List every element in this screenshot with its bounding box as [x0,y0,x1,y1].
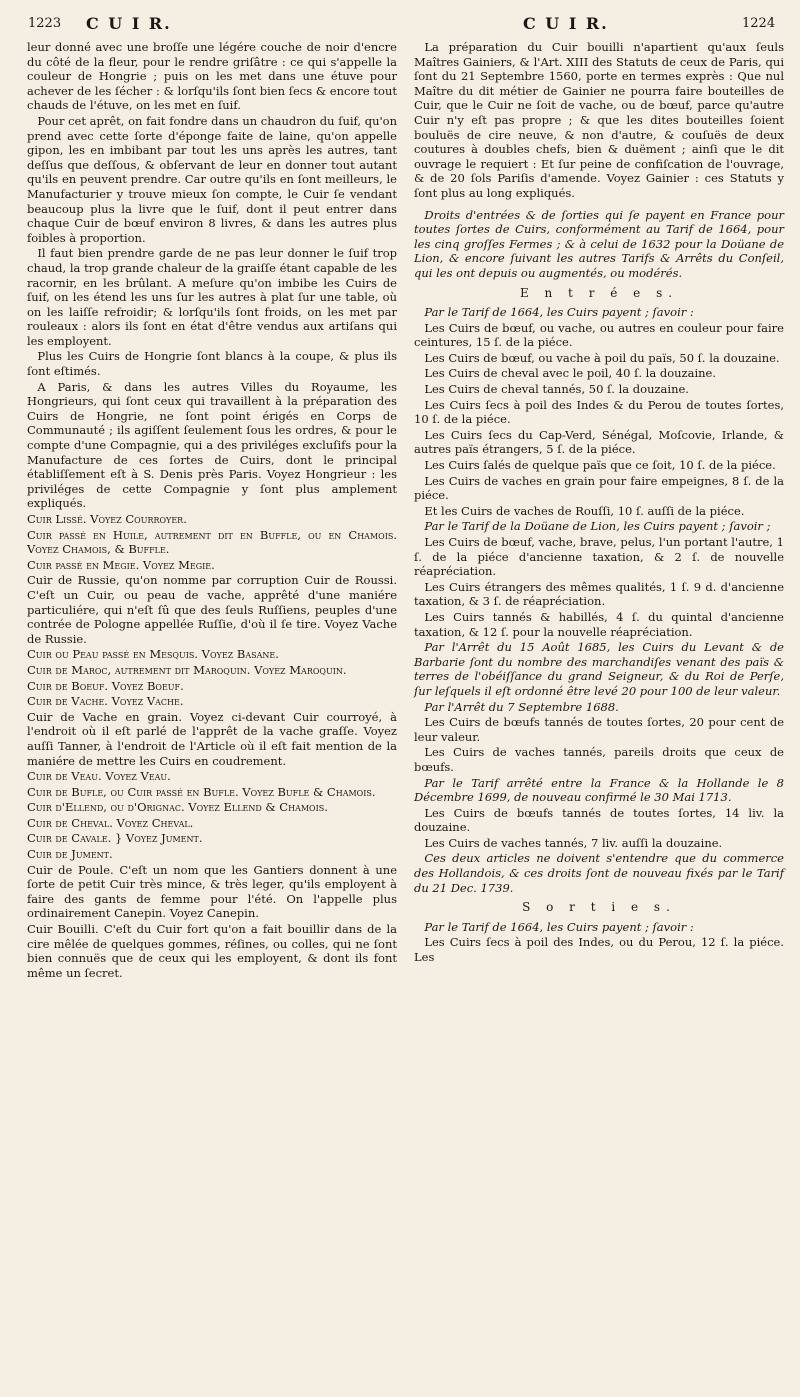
tariff-line: Les Cuirs de bœuf, ou vache, ou autres en couleur pour faire ceintures, 15 ſ. de la piéce. [414,320,784,350]
tariff-intro: Par le Tarif de la Doüane de Lion, les Cuirs payent ; ſavoir ; [424,519,771,534]
dictionary-entry: Cuir de Poule. C'eſt un nom que les Gantiers donnent à une ſorte de petit Cuir très mince, & très leger, qu'ils employent à faire des gants de femme pour l'été. On l'appelle plus ordinairement Canepin. Voyez Canepin. [27,862,397,921]
dictionary-entry: Cuir passé en Megie. Voyez Megie. [27,557,215,572]
tariff-line: Les Cuirs de bœufs tannés de toutes ſortes, 14 liv. la douzaine. [414,805,784,835]
page-number-right: 1224 [742,16,776,31]
dictionary-entry: Cuir d'Ellend, ou d'Orignac. Voyez Ellend & Chamois. [27,800,328,815]
dictionary-entry: Cuir ou Peau passé en Mesquis. Voyez Basane. [27,647,279,662]
dictionary-entry: Cuir de Veau. Voyez Veau. [27,769,171,784]
right-column [414,40,784,966]
paragraph: Plus les Cuirs de Hongrie ſont blancs à la coupe, & plus ils ſont eſtimés. [27,349,397,379]
tariff-intro: Par l'Arrêt du 15 Août 1685, les Cuirs du Levant & de Barbarie ſont du nombre des marchandiſes venant des païs & terres de l'obéiſſance du grand Seigneur, & du Roi de Perſe, ſur leſquels il eſt ordonné être levé 20 pour 100 de leur valeur. [414,640,784,698]
paragraph: A Paris, & dans les autres Villes du Royaume, les Hongrieurs, qui ſont ceux qui travaillent à la préparation des Cuirs de Hongrie, ne ſont point érigés en Corps de Communauté ; ils agiſſent ſeulement ſous les ordres, & pour le compte d'une Compagnie, qui a des priviléges excluſifs pour la Manufacture de ces ſortes de Cuirs, dont le principal établiſſement eſt à S. Denis près Paris. Voyez Hongrieur : les priviléges de cette Compagnie y ſont plus amplement expliqués. [27,379,397,511]
paragraph: Pour cet aprêt, on fait fondre dans un chaudron du ſuif, qu'on prend avec cette ſorte d'éponge faite de laine, qu'on appelle gipon, les en imbibant par tout les uns après les autres, tant deſſus que deſſous, & obſervant de leur en donner tout autant qu'ils en peuvent prendre. Car outre qu'ils en ſont meilleurs, le Manufacturier y trouve mieux ſon compte, le Cuir ſe vendant beaucoup plus la livre que le ſuif, dont il peut entrer dans chaque Cuir de bœuf environ 8 livres, & dans les autres plus foibles à proportion. [27,113,397,245]
tariff-line: Les Cuirs de bœuf, ou vache à poil du païs, 50 ſ. la douzaine. [424,350,780,365]
dictionary-entry: Cuir de Jument. [27,847,113,862]
dictionary-entry: Cuir de Vache en grain. Voyez ci-devant Cuir courroyé, à l'endroit où il eſt parlé de l'apprêt de la vache graſſe. Voyez auſſi Tanner, à l'endroit de l'Article où il eſt fait mention de la maniére de mettre les Cuirs en coudrement. [27,709,397,768]
left-column [27,40,397,981]
running-header [0,0,800,44]
tariff-line: Les Cuirs ſalés de quelque païs que ce ſoit, 10 ſ. de la piéce. [424,458,776,473]
dictionary-entry: Cuir de Maroc, autrement dit Maroquin. Voyez Maroquin. [27,662,347,677]
subsection-heading-entrees: E n t r é e s. [519,285,679,300]
tariff-line: Les Cuirs de vaches en grain pour faire empeignes, 8 ſ. de la piéce. [414,473,784,503]
tariff-line: Les Cuirs ſecs à poil des Indes & du Perou de toutes ſortes, 10 ſ. de la piéce. [414,397,784,427]
dictionary-entry: Cuir de Bufle, ou Cuir passé en Bufle. Voyez Bufle & Chamois. [27,784,376,799]
tariff-intro: Par le Tarif arrêté entre la France & la Hollande le 8 Décembre 1699, de nouveau confirmé le 30 Mai 1713. [414,775,784,805]
paragraph: La préparation du Cuir bouilli n'apartient qu'aux ſeuls Maîtres Gainiers, & l'Art. XIII des Statuts de ceux de Paris, qui ſont du 21 Septembre 1560, porte en termes exprès : Que nul Maître du dit métier de Gainier ne pourra faire bouteilles de Cuir, que le Cuir ne ſoit de vache, ou de bœuf, parce qu'autre Cuir n'y eſt pas propre ; & que les dites bouteilles ſoient bouluës de cire neuve, & non d'autre, & couſuës de deux coutures à doubles chefs, bien & duëment ; ainſi que le dit ouvrage le requiert : Et ſur peine de confiſcation de l'ouvrage, & de 20 ſols Pariſis d'amende. Voyez Gainier : ces Statuts y ſont plus au long expliqués. [414,40,784,200]
tariff-line: Et les Cuirs de vaches de Rouſſi, 10 ſ. auſſi de la piéce. [424,503,745,518]
dictionary-entry: Cuir de Cavale. } Voyez Jument. [27,831,203,846]
tariff-line: Les Cuirs ſecs à poil des Indes, ou du Perou, 12 ſ. la piéce. Les [414,935,784,965]
note: Ces deux articles ne doivent s'entendre que du commerce des Hollandois, & ces droits ſont de nouveau fixés par le Tarif du 21 Dec. 1739. [414,851,784,895]
section-heading: Droits d'entrées & de ſorties qui ſe payent en France pour toutes ſortes de Cuirs, conformément au Tarif de 1664, pour les cinq groſſes Fermes ; & à celui de 1632 pour la Doüane de Lion, & encore ſuivant les autres Tarifs & Arrêts du Conſeil, qui les ont depuis ou augmentés, ou modérés. [414,207,784,280]
tariff-line: Les Cuirs tannés & habillés, 4 ſ. du quintal d'ancienne taxation, & 12 ſ. pour la nouvelle réapréciation. [414,609,784,639]
dictionary-entry: Cuir de Russie, qu'on nomme par corruption Cuir de Roussi. C'eſt un Cuir, ou peau de vache, apprêté d'une maniére particuliére, qui n'eſt ſû que des ſeuls Ruſſiens, peuples d'une contrée de Pologne appellée Ruſſie, d'où il ſe tire. Voyez Vache de Russie. [27,573,397,646]
tariff-line: Les Cuirs de bœufs tannés de toutes ſortes, 20 pour cent de leur valeur. [414,715,784,744]
tariff-intro: Par le Tarif de 1664, les Cuirs payent ; ſavoir : [424,919,694,934]
running-title-left: C U I R. [86,14,172,33]
paragraph: leur donné avec une broſſe une légére couche de noir d'encre du côté de la fleur, pour le rendre griſâtre : ce qui s'appelle la couleur de Hongrie ; puis on les met dans une étuve pour achever de les ſécher : & lorſqu'ils ſont bien ſecs & encore tout chauds de l'étuve, on les met en ſuif. [27,40,397,113]
page-number-left: 1223 [28,16,62,31]
dictionary-entry: Cuir de Cheval. Voyez Cheval. [27,815,194,830]
tariff-line: Les Cuirs de vaches tannés, 7 liv. auſſi la douzaine. [424,835,723,850]
dictionary-entry: Cuir de Boeuf. Voyez Boeuf. [27,678,184,693]
dictionary-entry: Cuir passé en Huile, autrement dit en Buffle, ou en Chamois. Voyez Chamois, & Buffle. [27,527,397,557]
tariff-intro: Par le Tarif de 1664, les Cuirs payent ; ſavoir : [424,305,694,320]
subsection-heading-sorties: S o r t i e s. [522,900,676,915]
tariff-line: Les Cuirs de vaches tannés, pareils droits que ceux de bœufs. [414,745,784,774]
running-title-right: C U I R. [523,14,609,33]
tariff-line: Les Cuirs de cheval avec le poil, 40 ſ. la douzaine. [424,366,716,381]
tariff-line: Les Cuirs ſecs du Cap-Verd, Sénégal, Moſcovie, Irlande, & autres païs étrangers, 5 ſ. de la piéce. [414,427,784,457]
paragraph: Il faut bien prendre garde de ne pas leur donner le ſuif trop chaud, la trop grande chaleur de la graiſſe étant capable de les racornir, en les brûlant. A meſure qu'on imbibe les Cuirs de ſuif, on les étend les uns ſur les autres à plat ſur une table, où on les laiſſe refroidir; & lorſqu'ils ſont froids, on les met par rouleaux : alors ils ſont en état d'être vendus aux artiſans qui les employent. [27,246,397,348]
dictionary-entry: Cuir Bouilli. C'eſt du Cuir fort qu'on a fait bouillir dans de la cire mêlée de quelques gommes, réſines, ou colles, qui ne ſont bien connuës que de ceux qui les employent, & dont ils font même un ſecret. [27,922,397,980]
dictionary-entry: Cuir de Vache. Voyez Vache. [27,694,184,709]
tariff-line: Les Cuirs étrangers des mêmes qualités, 1 ſ. 9 d. d'ancienne taxation, & 3 ſ. de réapréciation. [414,579,784,609]
dictionary-entry: Cuir Lissé. Voyez Courroyer. [27,512,187,526]
tariff-intro: Par l'Arrêt du 7 Septembre 1688. [424,699,619,714]
tariff-line: Les Cuirs de bœuf, vache, brave, pelus, l'un portant l'autre, 1 ſ. de la piéce d'ancienne taxation, & 2 ſ. de nouvelle réapréciation. [414,535,784,579]
tariff-line: Les Cuirs de cheval tannés, 50 ſ. la douzaine. [424,382,689,397]
